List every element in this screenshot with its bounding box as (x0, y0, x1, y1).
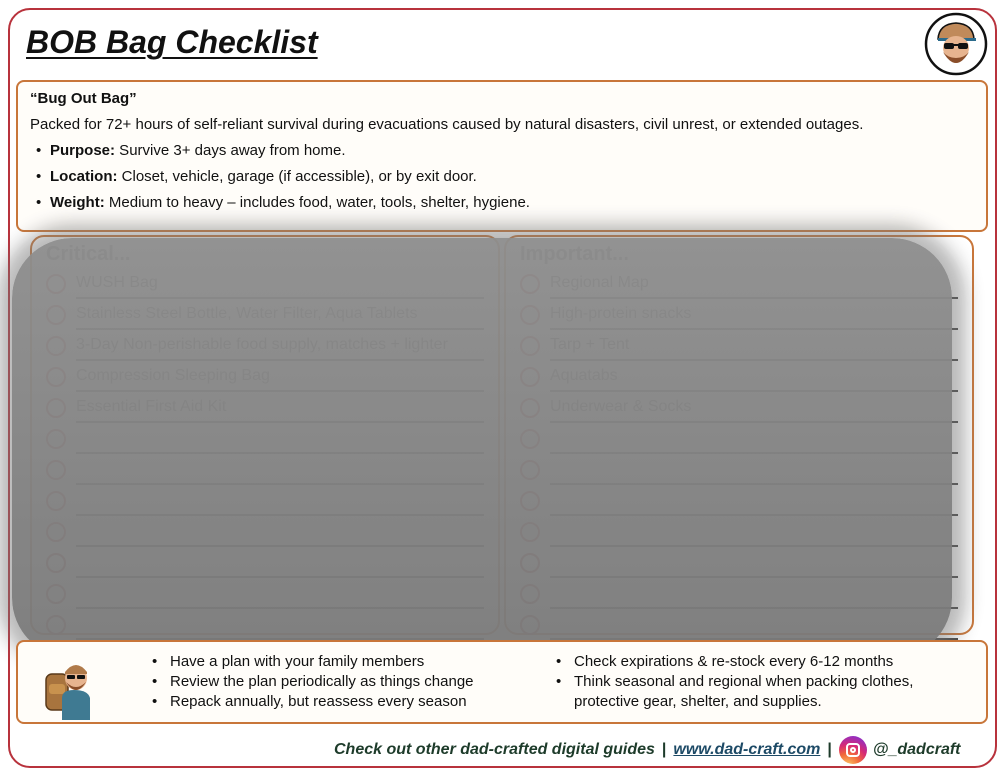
footer-text: Check out other dad-crafted digital guides (334, 741, 655, 758)
tips-left-list (150, 652, 550, 712)
list-item: • Repack annually, but reassess every season (150, 692, 550, 712)
bearded-man-cap-sunglasses-icon (924, 12, 988, 76)
list-item (36, 194, 974, 211)
footer (334, 738, 961, 762)
redaction-overlay (12, 238, 952, 658)
point-text: Survive 3+ days away from home. (115, 142, 346, 159)
tips-box (16, 640, 988, 724)
page-title: BOB Bag Checklist (26, 24, 318, 60)
point-label: Purpose: (50, 142, 116, 159)
hiker-with-backpack-icon (40, 654, 106, 720)
tips-right-list (554, 652, 974, 712)
footer-separator: | (827, 741, 832, 758)
footer-separator: | (661, 741, 667, 758)
point-label: Location: (50, 168, 118, 185)
list-item: • Check expirations & re-stock every 6-12 months (554, 652, 974, 672)
instagram-icon[interactable] (839, 736, 867, 764)
intro-description: Packed for 72+ hours of self-reliant survival during evacuations caused by natural disasters, civil unrest, or extended outages. (30, 116, 864, 133)
instagram-handle[interactable]: @_dadcraft (872, 741, 961, 758)
intro-box (16, 80, 988, 232)
intro-list (30, 142, 974, 211)
list-item (36, 142, 974, 159)
list-item (36, 168, 974, 185)
intro-heading: “Bug Out Bag” (30, 90, 137, 107)
point-label: Weight: (50, 194, 105, 211)
list-item: • Review the plan periodically as things change (150, 672, 550, 692)
point-text: Medium to heavy – includes food, water, tools, shelter, hygiene. (104, 194, 530, 211)
list-item: • Think seasonal and regional when packing clothes, protective gear, shelter, and supplies. (554, 672, 974, 712)
website-link[interactable]: www.dad-craft.com (673, 741, 821, 758)
point-text: Closet, vehicle, garage (if accessible), or by exit door. (117, 168, 477, 185)
list-item: • Have a plan with your family members (150, 652, 550, 672)
